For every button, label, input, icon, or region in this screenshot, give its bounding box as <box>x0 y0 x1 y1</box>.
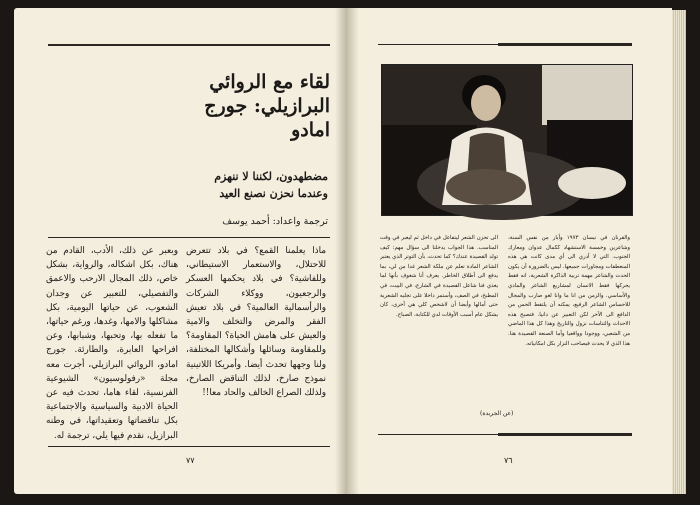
title-line-1: لقاء مع الروائي <box>209 71 330 93</box>
subtitle-line-1: مضطهدون، لكننا لا ننهزم <box>214 170 328 183</box>
article-subtitle <box>180 168 328 202</box>
photo-illustration <box>382 65 632 215</box>
author-photo <box>381 64 633 216</box>
page-number-left: ٧٧ <box>186 456 195 465</box>
byline: ترجمة واعداد: أحمد يوسف <box>222 216 328 227</box>
top-rule-right-thin <box>378 44 498 45</box>
title-line-3: امادو <box>291 119 330 141</box>
article-column-right: ماذا يعلمنا القمع؟ في بلاد تتعرض للاحتلال، والاستعمار الاستيطاني، وللفاشية؟ في بلاد يحكمها العسكر والرجعيون، ووكلاء الشركات والرأسمالية العالمية؟ في بلاد تعيش الفقر والمرض والتخلف والامية والعيش على هامش الحياة؟ المقاومة؟ وللمقاومة وسائلها وأشكالها المختلفة، ولنا وجهها تحدث أيضا. وأمريكا اللاتينية نموذج صارخ، لذلك التناقض الصارخ، ولذلك الصراع الخالف والحاد معا!! <box>186 246 326 399</box>
right-page-column-b: الى تحزن الشعر ليتفاعل في داخل ثم ليعبر في وقت المناسب. هذا الجواب يدخلنا الى سؤال مهم: كيف تولد القصيدة عندك؟ كما تحدث، بأن التوتر الذي يعتبر الشاعر المادة تعلم عن ملكة الشعر غدا من لي، بما يدفع الى أطلاق الخاطر. يعرف أنا شغوف بأنها لما يغذي فنا شاعل القصيدة في الشارع، في البيت، في المطبخ، في الصف، وأستمر داخلا على تجليه الشعرية حتى أمالها وأيضا أن لاشخص كلي هي أخرى، كان يشكل عام أسبب الأوقات لدي للكتابة، الصباح. <box>380 235 498 318</box>
article-column-left: وبعبر عن ذلك، الأدب، القادم من هناك، بكل اشكاله، والرواية، بشكل خاص، ذلك المجال الارحب والاعمق والتفصيلي، للتعبير عن وجدان الشعوب، عن حياتها اليومية، بكل مشاكلها والامها، وغدها، ورغم حياتها، ما تفعله بها، وتحبها، وشبابها، وعن افراحها العابرة، والطارئة. جورج امادو، الروائي البرازيلي، أجرت معه مجلة «رفولوسيون» الشيوعية الفرنسية، لقاء هاما، تحدث فيه عن الحياة الادبية والسياسية والاجتماعية بكل تناقضاتها وتعقيداتها، في وطنه البرازيل، نقدم فيها يلي، ترجمة له. <box>46 246 178 441</box>
right-page-column-a: والقرنان في نيسان ١٩٧٣ وأيار من نفس السنة، وشاعرين وخمسة الاستشهاد ككمال عدوان ومعارك الجنوب. التي لا أدري الى أي مدى كانت هي هذه المنعطفات ومجاورات جميعها. ليس بالضرورة أن يكون الحدث والشاعر مهمة تربية الذاكرة الشعرية، انه فقط يحركها فقط الانسان لمشاريع الشاعر والمادي والأساسي. والزمن من انا ما وانا لغو صارب والمجال للاحساس الشاعر الرفيع، يمكنه أن يلتقط الحس من الدافع الى الآخر لكن التعبير عن دانيا. فتصبح هذه الاحداث والتناسات نزول والتاريخ وهذا كل هذا الماضي من الشعبي، ووجودا وواقعيا وأما الصنعة القصيدة هنا. هذا الذي لا يحدث فيصاحب النزار بكل امكانياته. <box>508 235 631 347</box>
bottom-rule-right-thick <box>498 433 632 436</box>
article-title <box>180 70 330 142</box>
top-rule-right-thick <box>498 43 632 46</box>
subtitle-line-2: وعندما نحزن نصنع العيد <box>219 187 328 200</box>
page-number-right: ٧٦ <box>504 456 513 465</box>
bottom-rule-left <box>48 446 330 447</box>
source-credit: (عن الجريدة) <box>480 410 514 417</box>
top-rule-left <box>48 44 330 46</box>
byline-rule <box>48 237 330 238</box>
page-edges <box>672 10 686 494</box>
bottom-rule-right-thin <box>378 434 498 435</box>
title-line-2: البرازيلي: جورج <box>204 95 330 117</box>
